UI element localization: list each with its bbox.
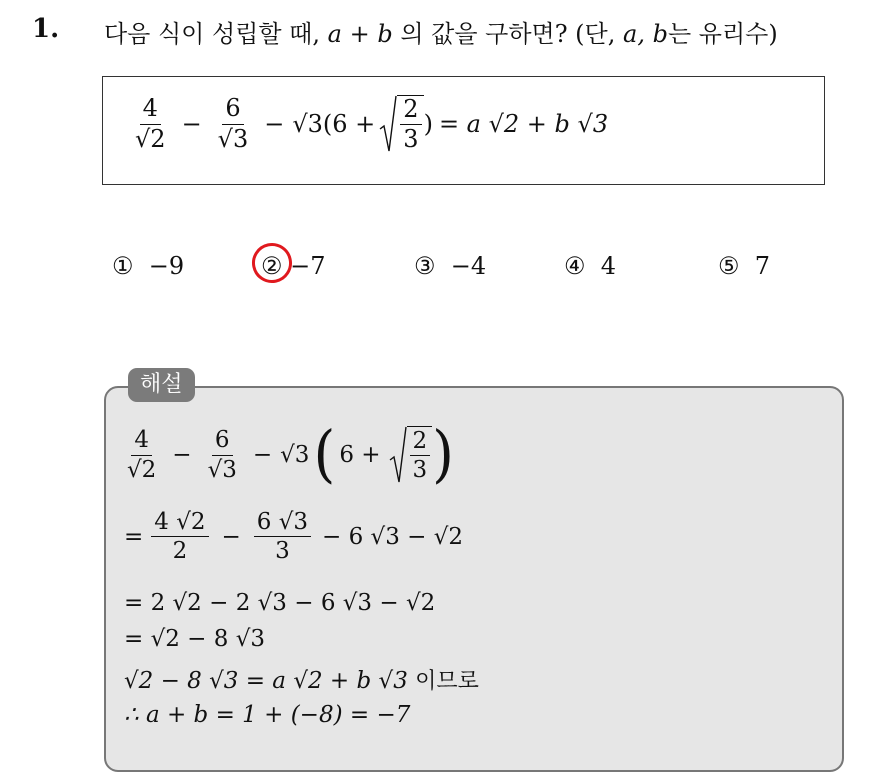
equation-box: [102, 76, 825, 185]
solution-line-3: = 2 √2 − 2 √3 − 6 √3 − √2: [124, 590, 436, 616]
eq-frac-1-den: √2: [135, 124, 166, 153]
solution-line-6: ∴ a + b = 1 + (−8) = −7: [124, 702, 411, 728]
eq-paren-close: ): [423, 110, 433, 138]
solution-line-1: $\frac{4}{√2}$ − $\frac{6}{√3}$ − √3 ( 6 + $\frac{2}{3}$ ): [127, 418, 455, 491]
radical-sign-icon: [379, 95, 397, 153]
solution-line-5: √2 − 8 √3 = a √2 + b √3 이므로: [124, 668, 479, 694]
choice-2[interactable]: ② −7: [261, 252, 326, 280]
choice-1[interactable]: ① −9: [112, 252, 185, 280]
eq-root-frac-num: 2: [400, 97, 421, 125]
choice-4[interactable]: ④ 4: [564, 252, 617, 280]
choice-5[interactable]: ⑤ 7: [718, 252, 771, 280]
eq-frac-1-num: 4: [140, 96, 161, 124]
question-text-post: 는 유리수): [667, 20, 778, 48]
solution-line-2: = $\frac{4 √2}{2}$ − $\frac{6 √3}{3}$ − 6 √3 − √2: [124, 509, 464, 565]
eq-frac-2-num: 6: [222, 96, 243, 124]
eq-paren-open: (6 +: [322, 110, 376, 138]
radical-sign-icon: [389, 426, 407, 484]
solution-label: 해설: [128, 368, 195, 402]
solution-line-4: = √2 − 8 √3: [124, 626, 265, 652]
question-vars: a, b: [623, 20, 668, 48]
question-text: [104, 14, 778, 49]
eq-frac-1: [132, 96, 169, 151]
eq-sqrt3: √3: [292, 110, 323, 138]
equation: [127, 95, 608, 153]
eq-root-frac-den: 3: [403, 125, 419, 153]
question-text-pre: 다음 식이 성립할 때,: [104, 20, 320, 48]
left-paren: (: [313, 418, 336, 491]
eq-frac-2: [215, 96, 252, 151]
eq-minus-2: −: [264, 110, 285, 138]
eq-big-root: [379, 95, 423, 153]
question-text-mid: 의 값을 구하면? (단,: [400, 20, 616, 48]
right-paren: ): [432, 418, 455, 491]
question-number: 1.: [32, 14, 60, 44]
eq-minus-1: −: [181, 110, 202, 138]
eq-rhs: = a √2 + b √3: [438, 110, 609, 138]
question-expr: a + b: [327, 20, 393, 48]
eq-frac-2-den: √3: [217, 124, 249, 153]
choice-3[interactable]: ③ −4: [414, 252, 487, 280]
